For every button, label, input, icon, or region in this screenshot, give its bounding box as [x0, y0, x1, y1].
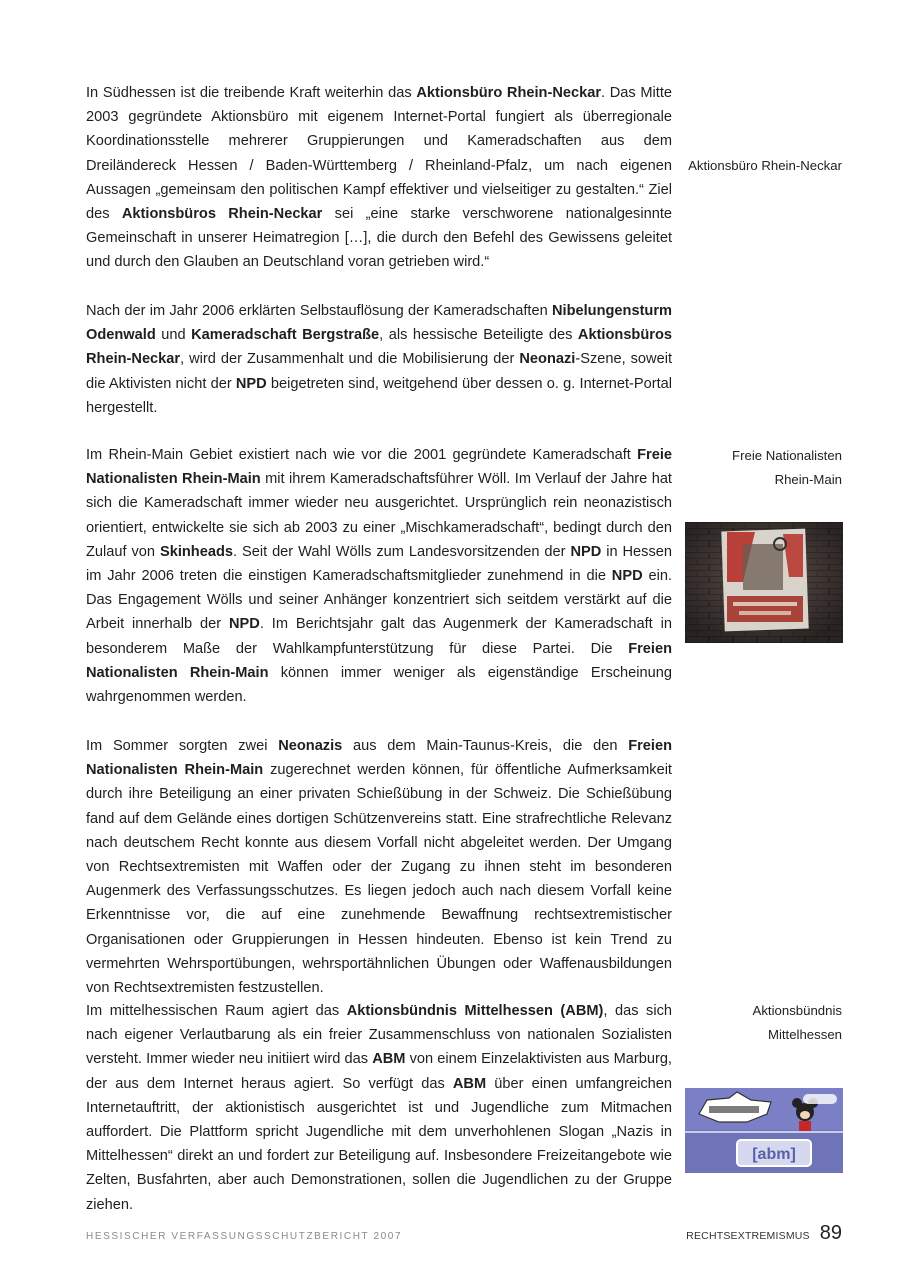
emphasized-term: Nibelungensturm Odenwald [86, 303, 672, 344]
margin-note-line: Mittelhessen [767, 1027, 842, 1043]
text-run: , wird der Zusammenhalt und die Mobilisierung der [180, 351, 520, 368]
text-run: Nach der im Jahr 2006 erklärten Selbstauflösung der Kameradschaften [86, 303, 552, 319]
emphasized-term: Freie Nationalisten Rhein-Main [86, 447, 672, 488]
text-run: von einem Einzelaktivisten aus Marburg, der aus dem Internet heraus agiert. So verfügt das [86, 1051, 672, 1092]
emphasized-term: NPD [235, 375, 267, 392]
page-number: 89 [819, 1222, 842, 1244]
text-run: . Seit der Wahl Wölls zum Landesvorsitzenden der [232, 543, 571, 560]
paragraph-selbstaufloesung [86, 299, 672, 420]
emphasized-term: Skinheads [159, 543, 233, 560]
text-run: können immer weniger als eigenständige Erscheinung wahrgenommen werden. [86, 664, 673, 706]
emphasized-term: NPD [229, 616, 260, 633]
paragraph-abm [86, 999, 672, 1217]
banner-with-cartoon-icon [685, 1088, 843, 1173]
emphasized-term: ABM [372, 1051, 406, 1068]
margin-note-abm [684, 999, 842, 1047]
emphasized-term: Neonazis [278, 738, 343, 754]
text-run: zugerechnet werden können, für öffentliche Aufmerksamkeit durch ihre Beteiligung an einer privaten Schießübung in der Schweiz. Die Schießübung fand auf dem Gelände eines dortigen Schützenvereins statt. Eine strafrechtliche Relevanz nach deutschem Recht konnte aus diesem Vorfall nicht abgeleitet werden. Der Umgang von Rechtsextremisten mit Waffen oder der Zugang zu ihnen steht im besonderen Augenmerk des Verfassungsschutzes. Es liegen jedoch auch nach diesem Vorfall keine Erkenntnisse vor, die auf eine zunehmende Bewaffnung rechtsextremistischer Organisationen oder Gruppierungen in Hessen hindeuten. Ebenso ist kein Trend zu vermehrten Wehrsportübungen, wehrsportähnlichen Übungen oder Waffenausbildungen von Rechtsextremisten festzustellen. [86, 762, 672, 997]
emphasized-term: Freien Nationalisten Rhein-Main [86, 738, 672, 779]
text-run: . Das Mitte 2003 gegründete Aktionsbüro mit eigenem Internet-Portal fungiert als überregionale Koordinationsstelle mehrerer Gruppierungen und Kameradschaften aus dem Dreiländereck Hessen / Baden-Württemberg / Rheinland-Pfalz, um nach eigenen Aussagen „gemeinsam den politischen Kampf effektiver und vielseitiger zu gestalten.“ Ziel des [86, 85, 673, 223]
text-run: Im mittelhessischen Raum agiert das [86, 1003, 347, 1019]
text-run: in Hessen im Jahr 2006 treten die einstigen Kameradschaftsmitglieder zunehmend in die [86, 543, 673, 585]
text-run: beigetreten sind, weitgehend über dessen o. g. Internet-Portal hergestellt. [86, 375, 672, 416]
text-run: sei „eine starke verschworene nationalgesinnte Gemeinschaft in unserer Heimatregion […], die durch den Befehl des Gewissens geleitet und durch den Glauben an Deutschland voran getrieben wird.“ [86, 206, 672, 271]
section-name: RECHTSEXTREMISMUS [686, 1230, 810, 1242]
text-run: über einen umfangreichen Internetauftritt, der aktionistisch ausgerichtet ist und Jugendliche zum Mitmachen auffordert. Die Plattform spricht Jugendliche mit dem unverhohlenen Slogan „Nazis in Mittelhessen“ direkt an und fordert zur Beteiligung auf. Insbesondere Freizeitangebote wie Zelten, Busfahrten, aber auch Demonstrationen, sollen die Jugendlichen zu der Gruppe ziehen. [86, 1075, 673, 1213]
margin-note-line: Rhein-Main [774, 472, 842, 488]
text-run: aus dem Main-Taunus-Kreis, die den [342, 738, 629, 754]
margin-note-freie-nationalisten [684, 444, 842, 492]
emphasized-term: Aktionsbüros Rhein-Neckar [86, 327, 672, 368]
text-run: In Südhessen ist die treibende Kraft weiterhin das [86, 85, 417, 101]
margin-note-line: Aktionsbüro Rhein-Neckar [688, 158, 842, 173]
paragraph-aktionsbuero [86, 81, 672, 275]
emphasized-term: Neonazi [519, 351, 576, 368]
emphasized-term: NPD [611, 568, 643, 585]
text-run: . Im Berichtsjahr galt das Augenmerk der Kameradschaft in besonderem Maße der Wahlkampfunterstützung für diese Partei. Die [86, 616, 672, 657]
emphasized-term: Kameradschaft Bergstraße [191, 327, 380, 344]
emphasized-term: Aktionsbüro Rhein-Neckar [416, 85, 602, 101]
emphasized-term: Aktionsbüros Rhein-Neckar [121, 206, 323, 223]
emphasized-term: Aktionsbündnis Mittelhessen (ABM) [346, 1003, 604, 1019]
emphasized-term: NPD [570, 543, 602, 560]
text-run: , als hessische Beteiligte des [379, 327, 578, 344]
paragraph-freie-nationalisten [86, 443, 672, 709]
footer-section [686, 1222, 842, 1245]
text-run: und [155, 327, 192, 344]
report-title: HESSISCHER VERFASSUNGSSCHUTZBERICHT 2007 [86, 1231, 403, 1242]
abm-banner-text: [abm] [752, 1146, 796, 1163]
text-run: -Szene, soweit die Aktivisten nicht der [86, 351, 672, 392]
paragraph-schiessuebung [86, 734, 672, 1000]
poster-on-brick-wall-icon [685, 522, 843, 643]
margin-note-line: Aktionsbündnis [752, 1003, 842, 1018]
text-run: Im Sommer sorgten zwei [86, 738, 279, 754]
emphasized-term: ABM [452, 1075, 487, 1092]
text-run: Im Rhein-Main Gebiet existiert nach wie vor die 2001 gegründete Kameradschaft [86, 447, 638, 463]
text-run: , das sich nach eigener Verlautbarung als ein freier Zusammenschluss von nationalen Sozialisten versteht. Immer wieder neu initiiert wird das [86, 1003, 673, 1068]
margin-note-line: Freie Nationalisten [732, 448, 842, 463]
margin-note-aktionsbuero [684, 154, 842, 178]
text-run: mit ihrem Kameradschaftsführer Wöll. Im Verlauf der Jahre hat sich die Kameradschaft immer wieder neu ausgerichtet. Ursprünglich rein neonazistisch orientiert, entwickelte sie sich ab 2003 zu einer „Mischkameradschaft“, bedingt durch den Zulauf von [86, 471, 672, 560]
text-run: ein. Das Engagement Wölls und seiner Anhänger konzentriert sich seitdem verstärkt auf die Arbeit innerhalb der [86, 568, 672, 633]
emphasized-term: Freien Nationalisten Rhein-Main [86, 640, 672, 681]
